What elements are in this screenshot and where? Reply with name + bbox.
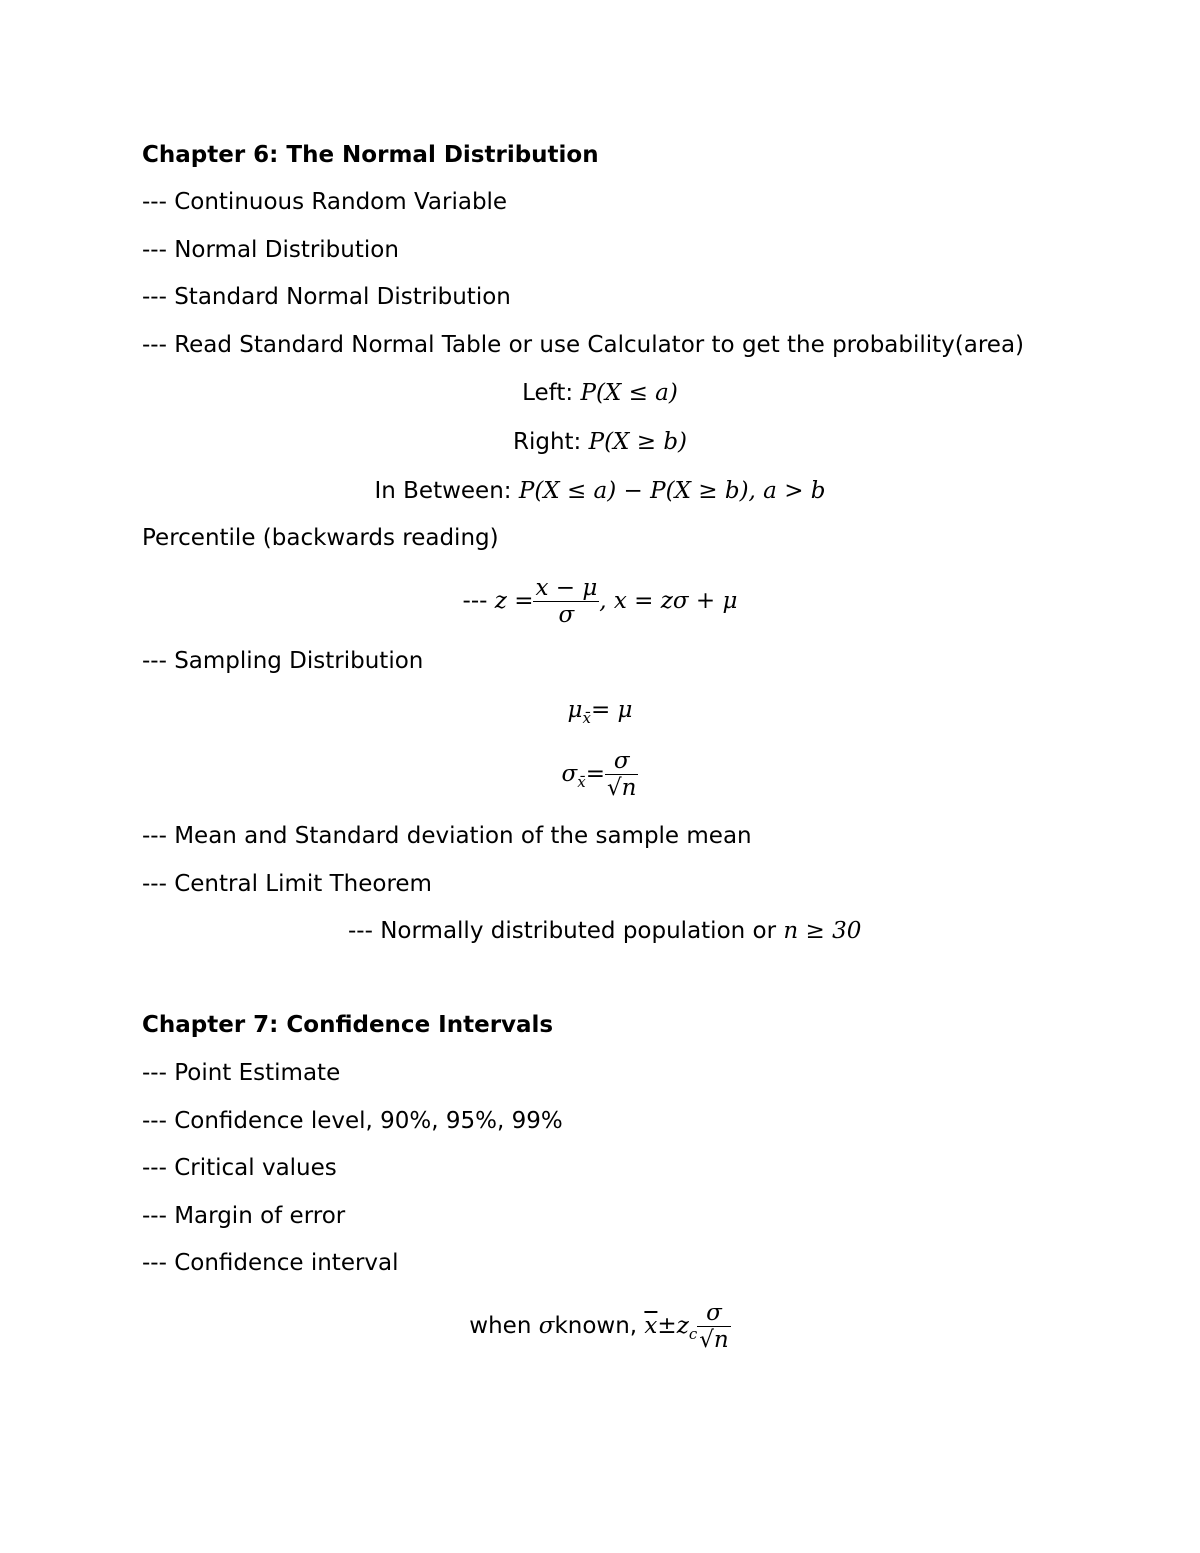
ci-plus-minus: ± <box>657 1313 677 1339</box>
z-fraction <box>533 575 599 628</box>
list-item: --- Margin of error <box>142 1203 346 1229</box>
list-item: --- Critical values <box>142 1155 337 1181</box>
when-sigma: σ <box>538 1313 555 1339</box>
chapter-7-heading: Chapter 7: Confidence Intervals <box>142 1012 554 1038</box>
sigma-denominator: √n <box>606 775 637 801</box>
list-item: --- Mean and Standard deviation of the sample mean <box>142 823 752 849</box>
xbar-subscript: x̄ <box>582 709 591 727</box>
left-label: Left: <box>522 380 574 406</box>
left-probability-line <box>0 378 1200 408</box>
mu-xbar-formula <box>0 695 1200 733</box>
ci-numerator: σ <box>697 1300 730 1327</box>
mu-rhs: = μ <box>590 697 633 723</box>
list-item: --- Normal Distribution <box>142 237 399 263</box>
sigma-xbar-formula <box>0 746 1200 810</box>
right-formula: P(X ≥ b) <box>588 429 688 455</box>
z-score-formula <box>0 574 1200 628</box>
between-label: In Between: <box>374 478 512 504</box>
z-denominator: σ <box>558 602 575 628</box>
list-item: --- Point Estimate <box>142 1060 341 1086</box>
sigma-fraction <box>605 748 638 801</box>
clt-condition-line <box>348 916 861 946</box>
ci-denominator: √n <box>699 1327 729 1353</box>
list-item: --- Continuous Random Variable <box>142 189 508 215</box>
between-probability-line <box>0 476 1200 506</box>
ci-z-subscript: c <box>688 1325 698 1343</box>
when-label: when <box>469 1313 532 1339</box>
sigma-symbol: σ <box>561 761 578 787</box>
clt-condition-formula: n ≥ 30 <box>783 918 862 944</box>
ci-z: z <box>676 1313 689 1339</box>
z-prefix: --- <box>462 588 488 614</box>
chapter-6-heading: Chapter 6: The Normal Distribution <box>142 142 599 168</box>
z-lhs: z = <box>494 588 534 614</box>
xbar-subscript: x̄ <box>577 773 586 791</box>
ci-fraction <box>697 1300 730 1353</box>
ci-xbar: $\overline{x}$ <box>644 1313 658 1339</box>
list-item: --- Central Limit Theorem <box>142 871 432 897</box>
clt-condition-text: --- Normally distributed population or <box>348 918 777 944</box>
z-rhs: , x = zσ + μ <box>599 588 738 614</box>
list-item: --- Confidence interval <box>142 1250 399 1276</box>
list-item: --- Read Standard Normal Table or use Calculator to get the probability(area) <box>142 332 1025 358</box>
sigma-eq: = <box>585 761 605 787</box>
list-item: --- Standard Normal Distribution <box>142 284 511 310</box>
sigma-numerator: σ <box>605 748 638 775</box>
confidence-interval-formula <box>0 1298 1200 1362</box>
between-formula: P(X ≤ a) − P(X ≥ b), a > b <box>518 478 826 504</box>
percentile-text: Percentile (backwards reading) <box>142 525 499 551</box>
list-item: --- Confidence level, 90%, 95%, 99% <box>142 1108 563 1134</box>
left-formula: P(X ≤ a) <box>580 380 678 406</box>
right-probability-line <box>0 427 1200 457</box>
list-item: --- Sampling Distribution <box>142 648 424 674</box>
right-label: Right: <box>512 429 582 455</box>
z-numerator: x − μ <box>535 575 598 601</box>
mu-symbol: μ <box>567 697 583 723</box>
when-known: known, <box>554 1313 638 1339</box>
